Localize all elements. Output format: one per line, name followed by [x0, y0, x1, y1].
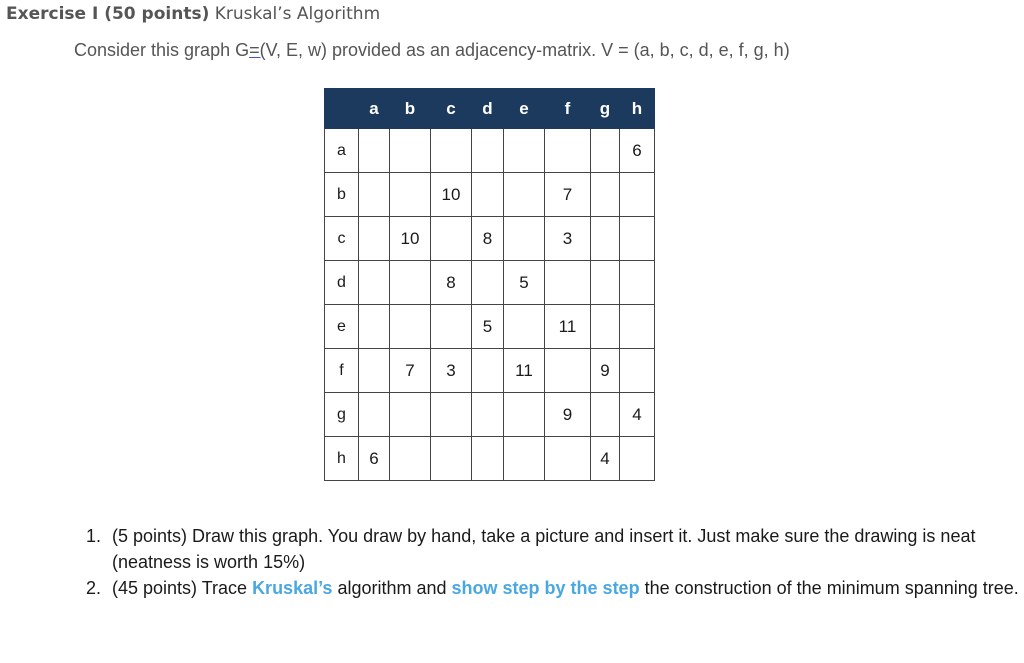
task-2-highlight-kruskal: Kruskal’s — [252, 578, 333, 598]
matrix-cell-a-d — [472, 129, 504, 173]
matrix-cell-d-e: 5 — [504, 261, 545, 305]
task-2-highlight-steps: show step by the step — [451, 578, 640, 598]
matrix-cell-b-e — [504, 173, 545, 217]
matrix-row-c — [325, 217, 655, 261]
matrix-cell-b-g — [591, 173, 620, 217]
column-header-a: a — [359, 89, 390, 129]
matrix-cell-e-g — [591, 305, 620, 349]
row-header-a: a — [325, 129, 359, 173]
matrix-cell-h-f — [545, 437, 591, 481]
task-2-middle: algorithm and — [332, 578, 452, 598]
matrix-cell-e-e — [504, 305, 545, 349]
row-header-b: b — [325, 173, 359, 217]
row-header-h: h — [325, 437, 359, 481]
column-header-h: h — [620, 89, 655, 129]
matrix-cell-e-a — [359, 305, 390, 349]
task-2-prefix: (45 points) Trace — [112, 578, 253, 598]
matrix-cell-f-d — [472, 349, 504, 393]
problem-statement — [74, 40, 790, 61]
matrix-cell-g-f: 9 — [545, 393, 591, 437]
matrix-cell-g-h: 4 — [620, 393, 655, 437]
matrix-cell-f-c: 3 — [431, 349, 472, 393]
matrix-cell-d-a — [359, 261, 390, 305]
matrix-cell-h-g: 4 — [591, 437, 620, 481]
matrix-row-d — [325, 261, 655, 305]
matrix-cell-c-d: 8 — [472, 217, 504, 261]
matrix-cell-e-b — [390, 305, 431, 349]
matrix-cell-d-g — [591, 261, 620, 305]
matrix-cell-a-c — [431, 129, 472, 173]
matrix-cell-b-c: 10 — [431, 173, 472, 217]
matrix-cell-f-f — [545, 349, 591, 393]
matrix-corner-cell — [325, 89, 359, 129]
matrix-cell-g-c — [431, 393, 472, 437]
matrix-cell-f-b: 7 — [390, 349, 431, 393]
matrix-cell-d-h — [620, 261, 655, 305]
matrix-cell-d-b — [390, 261, 431, 305]
matrix-cell-b-f: 7 — [545, 173, 591, 217]
matrix-body — [325, 129, 655, 481]
matrix-cell-h-c — [431, 437, 472, 481]
exercise-title-rest: Kruskal’s Algorithm — [214, 4, 381, 24]
task-item-1 — [106, 523, 1024, 575]
matrix-cell-a-f — [545, 129, 591, 173]
column-header-g: g — [591, 89, 620, 129]
matrix-cell-e-f: 11 — [545, 305, 591, 349]
matrix-cell-f-a — [359, 349, 390, 393]
matrix-row-f — [325, 349, 655, 393]
matrix-cell-c-b: 10 — [390, 217, 431, 261]
task-2-suffix: the construction of the minimum spanning tree. — [639, 578, 1019, 598]
matrix-cell-d-c: 8 — [431, 261, 472, 305]
matrix-cell-c-h — [620, 217, 655, 261]
matrix-cell-f-e: 11 — [504, 349, 545, 393]
matrix-cell-a-a — [359, 129, 390, 173]
matrix-cell-a-b — [390, 129, 431, 173]
matrix-cell-c-e — [504, 217, 545, 261]
matrix-row-b — [325, 173, 655, 217]
matrix-cell-g-a — [359, 393, 390, 437]
adjacency-matrix — [324, 88, 655, 481]
matrix-cell-b-a — [359, 173, 390, 217]
matrix-cell-f-h — [620, 349, 655, 393]
matrix-cell-g-b — [390, 393, 431, 437]
matrix-cell-h-h — [620, 437, 655, 481]
matrix-cell-h-b — [390, 437, 431, 481]
matrix-cell-h-a: 6 — [359, 437, 390, 481]
matrix-cell-a-g — [591, 129, 620, 173]
matrix-cell-c-a — [359, 217, 390, 261]
column-header-c: c — [431, 89, 472, 129]
matrix-cell-h-e — [504, 437, 545, 481]
matrix-row-g — [325, 393, 655, 437]
matrix-cell-b-d — [472, 173, 504, 217]
column-header-b: b — [390, 89, 431, 129]
task-item-2 — [106, 575, 1024, 601]
matrix-cell-g-d — [472, 393, 504, 437]
column-header-d: d — [472, 89, 504, 129]
matrix-cell-d-f — [545, 261, 591, 305]
matrix-cell-g-e — [504, 393, 545, 437]
matrix-cell-b-b — [390, 173, 431, 217]
row-header-c: c — [325, 217, 359, 261]
matrix-cell-g-g — [591, 393, 620, 437]
matrix-cell-a-h: 6 — [620, 129, 655, 173]
matrix-cell-e-h — [620, 305, 655, 349]
matrix-cell-h-d — [472, 437, 504, 481]
task-list — [66, 523, 1024, 601]
exercise-title-bold: Exercise I (50 points) — [6, 4, 210, 24]
matrix-row-e — [325, 305, 655, 349]
matrix-cell-b-h — [620, 173, 655, 217]
matrix-cell-e-c — [431, 305, 472, 349]
matrix-cell-d-d — [472, 261, 504, 305]
matrix-row-h — [325, 437, 655, 481]
matrix-cell-a-e — [504, 129, 545, 173]
matrix-header-row — [325, 89, 655, 129]
matrix-cell-c-f: 3 — [545, 217, 591, 261]
problem-statement-before: Consider this graph G — [74, 40, 250, 60]
problem-statement-underlined: =( — [249, 40, 266, 60]
matrix-row-a — [325, 129, 655, 173]
row-header-g: g — [325, 393, 359, 437]
row-header-d: d — [325, 261, 359, 305]
problem-statement-after: V, E, w) provided as an adjacency-matrix. V = (a, b, c, d, e, f, g, h) — [265, 40, 790, 60]
matrix-cell-e-d: 5 — [472, 305, 504, 349]
row-header-f: f — [325, 349, 359, 393]
column-header-e: e — [504, 89, 545, 129]
row-header-e: e — [325, 305, 359, 349]
column-header-f: f — [545, 89, 591, 129]
task-1-text: (5 points) Draw this graph. You draw by hand, take a picture and insert it. Just make sure the drawing is neat (neatness is worth 15%) — [112, 526, 976, 572]
matrix-cell-f-g: 9 — [591, 349, 620, 393]
exercise-title — [6, 4, 380, 24]
matrix-cell-c-g — [591, 217, 620, 261]
matrix-cell-c-c — [431, 217, 472, 261]
